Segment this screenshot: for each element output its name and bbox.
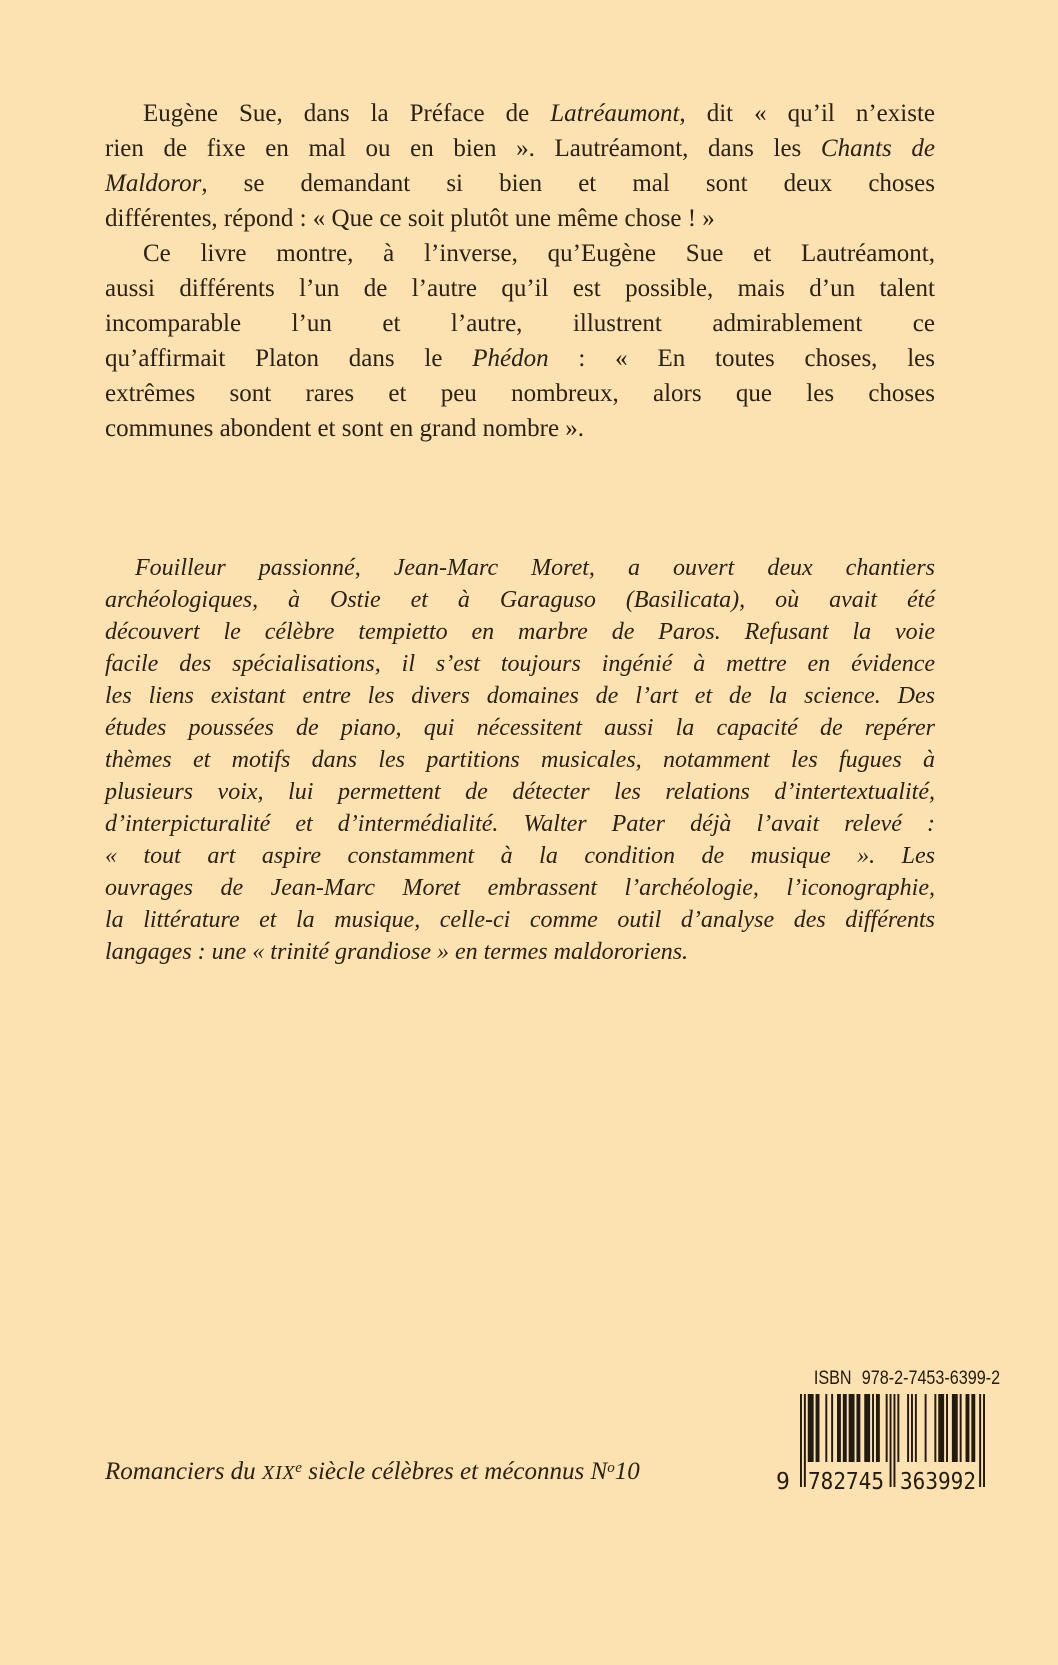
- quote-paragraph-platon: [105, 236, 935, 446]
- text-line: ouvrages de Jean-Marc Moret embrassent l’archéologie, l’iconographie,: [105, 875, 935, 901]
- text-line: Fouilleur passionné, Jean-Marc Moret, a ouvert deux chantiers: [135, 555, 935, 581]
- text-line: extrêmes sont rares et peu nombreux, alors que les choses: [105, 380, 935, 407]
- text-line: aussi différents l’un de l’autre qu’il est possible, mais d’un talent: [105, 275, 935, 302]
- text-line: plusieurs voix, lui permettent de détecter les relations d’intertextualité,: [105, 779, 935, 805]
- text-line: communes abondent et sont en grand nombre ».: [105, 415, 585, 442]
- text-line: les liens existant entre les divers domaines de l’art et de la science. Des: [105, 683, 935, 709]
- text-line: Romanciers du XIXe siècle célèbres et méconnus $N^o10$: [105, 1457, 640, 1485]
- isbn-label: [813, 1368, 1001, 1390]
- barcode-digits-right: 363992: [900, 1469, 976, 1495]
- text-line: Eugène Sue, dans la Préface de Latréaumont, dit « qu’il n’existe: [143, 100, 935, 127]
- isbn-label-text: ISBN: [813, 1368, 852, 1389]
- text-line: découvert le célèbre tempietto en marbre de Paros. Refusant la voie: [105, 619, 935, 645]
- text-line: rien de fixe en mal ou en bien ». Lautréamont, dans les Chants de: [105, 135, 935, 162]
- text-line: incomparable l’un et l’autre, illustrent admirablement ce: [105, 310, 935, 337]
- quote-paragraph-sue-lautreamont: [105, 96, 935, 236]
- barcode-digit-lead: 9: [776, 1469, 790, 1495]
- text-line: facile des spécialisations, il s’est toujours ingénié à mettre en évidence: [105, 651, 935, 677]
- barcode-digits-left: 782745: [808, 1469, 884, 1495]
- text-line: thèmes et motifs dans les partitions musicales, notamment les fugues à: [105, 747, 935, 773]
- text-line: langages : une « trinité grandiose » en termes maldororiens.: [105, 939, 689, 965]
- text-line: la littérature et la musique, celle-ci comme outil d’analyse des différents: [105, 907, 935, 933]
- author-blurb: [105, 552, 935, 968]
- ean13-barcode: [772, 1392, 987, 1496]
- series-title: [105, 1453, 640, 1488]
- text-line: archéologiques, à Ostie et à Garaguso (Basilicata), où avait été: [105, 587, 935, 613]
- isbn-number: 978-2-7453-6399-2: [861, 1368, 1001, 1389]
- text-line: qu’affirmait Platon dans le Phédon : « En toutes choses, les: [105, 345, 935, 372]
- text-line: différentes, répond : « Que ce soit plutôt une même chose ! »: [105, 205, 715, 232]
- text-line: études poussées de piano, qui nécessitent aussi la capacité de repérer: [105, 715, 935, 741]
- intro-text-block: [105, 96, 935, 446]
- text-line: Maldoror, se demandant si bien et mal sont deux choses: [105, 170, 935, 197]
- text-line: « tout art aspire constamment à la condition de musique ». Les: [105, 843, 935, 869]
- text-line: d’interpicturalité et d’intermédialité. Walter Pater déjà l’avait relevé :: [105, 811, 935, 837]
- text-line: Ce livre montre, à l’inverse, qu’Eugène Sue et Lautréamont,: [143, 240, 935, 267]
